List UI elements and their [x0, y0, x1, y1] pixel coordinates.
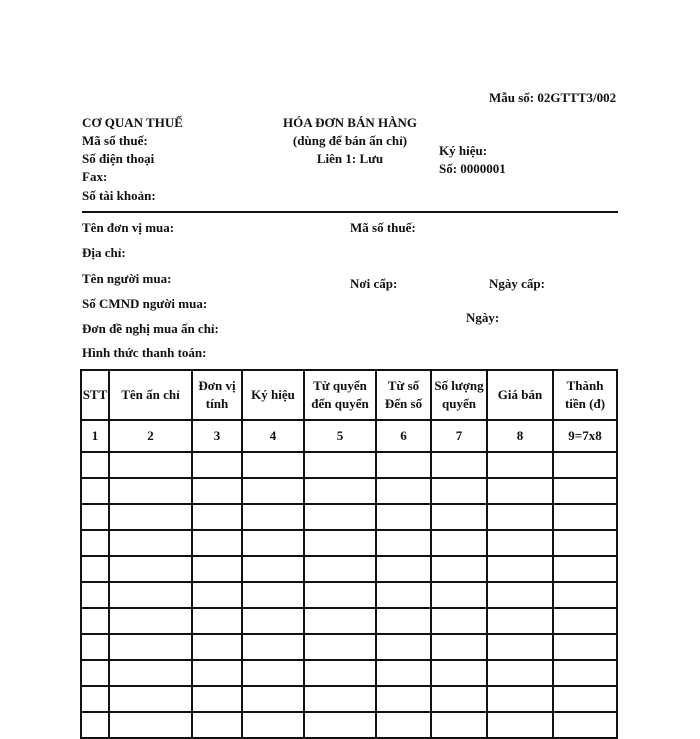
table-cell	[109, 712, 192, 738]
table-cell	[431, 686, 487, 712]
table-cell	[81, 582, 109, 608]
table-cell	[81, 452, 109, 478]
table-cell	[192, 634, 242, 660]
table-row	[81, 634, 617, 660]
payment-method-label: Hình thức thanh toán:	[82, 345, 207, 360]
header-price: Giá bán	[487, 370, 553, 420]
table-cell	[304, 686, 376, 712]
issuer-agency: CƠ QUAN THUẾ	[82, 115, 183, 130]
header-item-name: Tên ấn chỉ	[109, 370, 192, 420]
table-row	[81, 582, 617, 608]
table-cell	[192, 686, 242, 712]
table-cell	[376, 634, 431, 660]
issued-date-label: Ngày cấp:	[489, 276, 545, 291]
table-cell	[192, 452, 242, 478]
column-number: 3	[192, 420, 242, 452]
table-cell	[242, 582, 304, 608]
table-cell	[553, 504, 617, 530]
table-row	[81, 452, 617, 478]
header-quantity: Số lượng quyển	[431, 370, 487, 420]
serial-number: Số: 0000001	[439, 161, 506, 176]
table-cell	[376, 660, 431, 686]
table-cell	[553, 582, 617, 608]
table-cell	[81, 660, 109, 686]
column-number: 6	[376, 420, 431, 452]
table-cell	[376, 608, 431, 634]
table-cell	[81, 530, 109, 556]
table-cell	[553, 660, 617, 686]
column-number: 7	[431, 420, 487, 452]
table-cell	[304, 530, 376, 556]
table-cell	[376, 478, 431, 504]
table-cell	[553, 686, 617, 712]
header-stt: STT	[81, 370, 109, 420]
table-cell	[487, 452, 553, 478]
table-cell	[553, 712, 617, 738]
items-table	[80, 369, 618, 739]
buyer-name-label: Tên người mua:	[82, 271, 172, 286]
table-cell	[431, 660, 487, 686]
table-row	[81, 712, 617, 738]
table-cell	[242, 634, 304, 660]
table-cell	[304, 504, 376, 530]
table-cell	[431, 504, 487, 530]
invoice-title: HÓA ĐƠN BÁN HÀNG	[283, 115, 417, 130]
table-cell	[553, 452, 617, 478]
table-cell	[242, 686, 304, 712]
table-cell	[487, 712, 553, 738]
table-cell	[109, 634, 192, 660]
table-row	[81, 504, 617, 530]
table-cell	[487, 504, 553, 530]
table-cell	[192, 478, 242, 504]
table-row	[81, 556, 617, 582]
table-cell	[242, 608, 304, 634]
table-cell	[431, 712, 487, 738]
table-cell	[192, 530, 242, 556]
table-cell	[192, 556, 242, 582]
table-row	[81, 660, 617, 686]
table-cell	[109, 608, 192, 634]
table-cell	[304, 634, 376, 660]
table-cell	[81, 478, 109, 504]
table-cell	[109, 556, 192, 582]
table-cell	[376, 582, 431, 608]
table-cell	[553, 556, 617, 582]
table-cell	[376, 556, 431, 582]
table-cell	[109, 452, 192, 478]
table-cell	[109, 660, 192, 686]
buyer-id-number-label: Số CMND người mua:	[82, 296, 208, 311]
table-cell	[487, 582, 553, 608]
header-number-range: Từ số Đến số	[376, 370, 431, 420]
table-cell	[487, 478, 553, 504]
table-cell	[242, 452, 304, 478]
invoice-copy-label: Liên 1: Lưu	[316, 151, 384, 166]
column-number: 9=7x8	[553, 420, 617, 452]
column-number: 4	[242, 420, 304, 452]
table-cell	[376, 712, 431, 738]
table-cell	[431, 582, 487, 608]
header-divider	[82, 211, 618, 213]
column-number: 1	[81, 420, 109, 452]
column-number: 8	[487, 420, 553, 452]
table-cell	[242, 556, 304, 582]
table-cell	[487, 634, 553, 660]
table-cell	[242, 504, 304, 530]
table-cell	[431, 530, 487, 556]
table-cell	[487, 660, 553, 686]
table-cell	[553, 478, 617, 504]
column-number: 5	[304, 420, 376, 452]
table-cell	[242, 660, 304, 686]
buyer-tax-code-label: Mã số thuế:	[350, 220, 416, 235]
table-cell	[487, 530, 553, 556]
header-book-range: Từ quyển đến quyển	[304, 370, 376, 420]
table-cell	[242, 478, 304, 504]
table-cell	[109, 530, 192, 556]
header-amount: Thành tiền (đ)	[553, 370, 617, 420]
buyer-address-label: Địa chỉ:	[82, 245, 126, 260]
request-form-label: Đơn đề nghị mua ấn chỉ:	[82, 321, 219, 336]
table-row	[81, 608, 617, 634]
table-cell	[81, 686, 109, 712]
table-cell	[487, 556, 553, 582]
table-cell	[192, 582, 242, 608]
issued-place-label: Nơi cấp:	[350, 276, 398, 291]
table-row	[81, 530, 617, 556]
table-cell	[304, 712, 376, 738]
issuer-fax-label: Fax:	[82, 169, 108, 184]
table-cell	[242, 530, 304, 556]
table-cell	[109, 478, 192, 504]
table-cell	[431, 634, 487, 660]
table-cell	[553, 608, 617, 634]
table-cell	[304, 582, 376, 608]
table-cell	[487, 686, 553, 712]
header-unit: Đơn vị tính	[192, 370, 242, 420]
table-cell	[304, 660, 376, 686]
column-number-row	[81, 420, 617, 452]
table-cell	[81, 712, 109, 738]
table-cell	[431, 452, 487, 478]
table-cell	[487, 608, 553, 634]
table-row	[81, 686, 617, 712]
table-cell	[431, 556, 487, 582]
table-cell	[192, 712, 242, 738]
buyer-unit-name-label: Tên đơn vị mua:	[82, 220, 175, 235]
issuer-tax-code-label: Mã số thuế:	[82, 133, 148, 148]
table-cell	[553, 530, 617, 556]
header-symbol: Ký hiệu	[242, 370, 304, 420]
request-date-label: Ngày:	[466, 310, 500, 325]
table-cell	[553, 634, 617, 660]
table-cell	[81, 608, 109, 634]
table-cell	[304, 556, 376, 582]
table-cell	[431, 608, 487, 634]
table-cell	[376, 504, 431, 530]
table-cell	[376, 452, 431, 478]
table-cell	[376, 530, 431, 556]
table-cell	[81, 504, 109, 530]
column-number: 2	[109, 420, 192, 452]
table-cell	[81, 634, 109, 660]
table-header-row	[81, 370, 617, 420]
table-cell	[192, 608, 242, 634]
table-cell	[376, 686, 431, 712]
table-cell	[431, 478, 487, 504]
blank-rows	[81, 452, 617, 738]
issuer-phone-label: Số điện thoại	[82, 151, 155, 166]
serial-symbol-label: Ký hiệu:	[439, 143, 488, 158]
table-cell	[304, 452, 376, 478]
table-cell	[109, 504, 192, 530]
table-cell	[304, 478, 376, 504]
table-cell	[192, 660, 242, 686]
table-cell	[109, 582, 192, 608]
table-cell	[304, 608, 376, 634]
invoice-subtitle: (dùng để bán ấn chỉ)	[292, 133, 408, 148]
form-code: Mẫu số: 02GTTT3/002	[489, 90, 617, 105]
table-row	[81, 478, 617, 504]
table-cell	[192, 504, 242, 530]
issuer-account-label: Số tài khoản:	[82, 188, 156, 203]
table-cell	[242, 712, 304, 738]
table-cell	[81, 556, 109, 582]
table-cell	[109, 686, 192, 712]
